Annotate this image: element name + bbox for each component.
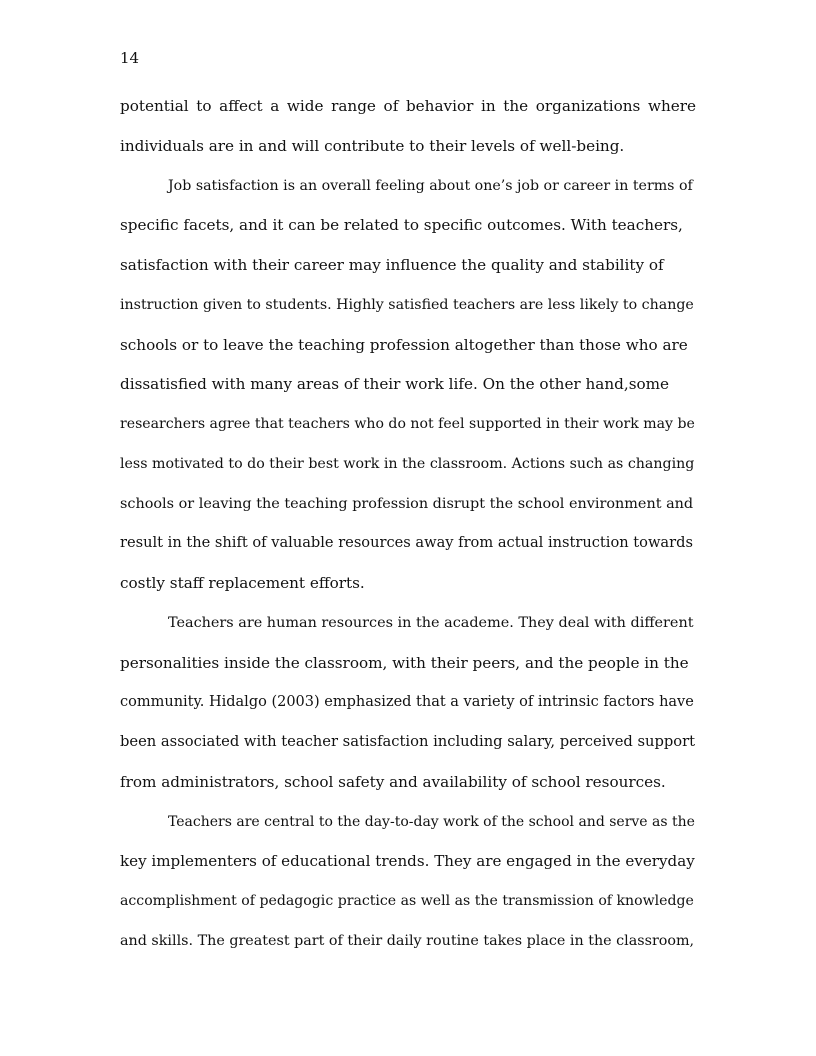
text-line: from administrators, school safety and availability of school resources. — [120, 772, 666, 791]
text-line: individuals are in and will contribute to their levels of well-being. — [120, 136, 625, 155]
text-line: and skills. The greatest part of their daily routine takes place in the classroom, — [120, 932, 695, 949]
text-line: specific facets, and it can be related to specific outcomes. With teachers, — [120, 216, 683, 235]
text-line: personalities inside the classroom, with their peers, and the people in the — [120, 653, 689, 672]
text-line: been associated with teacher satisfaction including salary, perceived support — [120, 733, 696, 750]
text-line: result in the shift of valuable resources away from actual instruction towards — [120, 534, 693, 552]
text-line: key implementers of educational trends. They are engaged in the everyday — [120, 852, 695, 871]
text-line: satisfaction with their career may influence the quality and stability of — [120, 256, 664, 274]
text-line: Teachers are human resources in the academe. They deal with different — [168, 614, 694, 631]
text-line: Job satisfaction is an overall feeling about one’s job or career in terms of — [168, 177, 693, 194]
text-line: schools or leaving the teaching profession disrupt the school environment and — [120, 495, 694, 512]
page-number: 14 — [120, 49, 140, 67]
text-line: Teachers are central to the day-to-day work of the school and serve as the — [168, 813, 695, 830]
text-line: researchers agree that teachers who do not feel supported in their work may be — [120, 416, 695, 432]
text-line: potential to affect a wide range of behavior in the organizations where — [120, 97, 696, 115]
text-line: dissatisfied with many areas of their work life. On the other hand,some — [120, 375, 670, 394]
body-text — [120, 94, 696, 969]
text-line: costly staff replacement efforts. — [120, 574, 365, 592]
text-line: less motivated to do their best work in the classroom. Actions such as changing — [120, 455, 695, 472]
text-line: instruction given to students. Highly satisfied teachers are less likely to change — [120, 296, 694, 313]
text-line: community. Hidalgo (2003) emphasized that a variety of intrinsic factors have — [120, 694, 694, 711]
text-line: accomplishment of pedagogic practice as well as the transmission of knowledge — [120, 893, 694, 909]
text-line: schools or to leave the teaching profession altogether than those who are — [120, 335, 688, 354]
